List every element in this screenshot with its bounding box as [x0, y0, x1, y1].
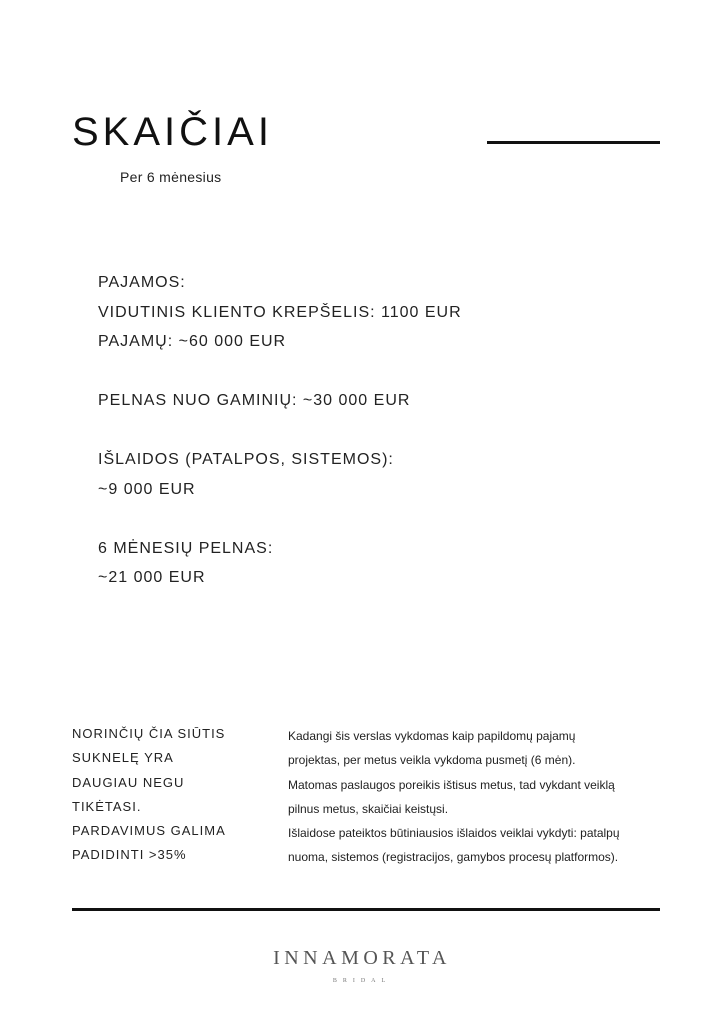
demand-note-line: NORINČIŲ ČIA SIŪTIS	[72, 726, 226, 741]
revenue-value: PAJAMŲ: ~60 000 EUR	[98, 333, 287, 350]
avg-basket: VIDUTINIS KLIENTO KREPŠELIS: 1100 EUR	[98, 303, 462, 321]
page-title: SKAIČIAI	[72, 110, 273, 154]
logo-name: INNAMORATA	[273, 947, 451, 969]
brand-logo	[0, 948, 724, 984]
title-divider	[487, 141, 660, 144]
explanation-line: Matomas paslaugos poreikis ištisus metus, tad vykdant veiklą	[288, 777, 615, 792]
explanation-line: Išlaidose pateiktos būtiniausios išlaidos veiklai vykdyti: patalpų	[288, 826, 620, 841]
product-profit: PELNAS NUO GAMINIŲ: ~30 000 EUR	[98, 392, 411, 409]
figures-block	[98, 268, 462, 593]
explanation-line: pilnus metus, skaičiai keistųsi.	[288, 801, 449, 816]
footer-divider	[72, 908, 660, 911]
profit-heading: 6 MĖNESIŲ PELNAS:	[98, 539, 274, 557]
spacer	[98, 504, 462, 534]
demand-note-line: SUKNELĘ YRA	[72, 750, 174, 766]
demand-note-line: DAUGIAU NEGU	[72, 774, 185, 790]
explanation-line: Kadangi šis verslas vykdomas kaip papildomų pajamų	[288, 729, 576, 743]
revenue-heading: PAJAMOS:	[98, 274, 186, 291]
logo-tagline: BRIDAL	[332, 978, 392, 984]
demand-note-line: TIKĖTASI.	[72, 798, 142, 814]
profit-value: ~21 000 EUR	[98, 569, 206, 586]
demand-note-line: PADIDINTI >35%	[72, 847, 187, 863]
spacer	[98, 357, 462, 387]
page-subtitle: Per 6 mėnesius	[120, 169, 222, 185]
expenses-heading: IŠLAIDOS (PATALPOS, SISTEMOS):	[98, 451, 394, 468]
demand-note	[72, 722, 272, 868]
explanation-note	[288, 724, 688, 870]
expenses-value: ~9 000 EUR	[98, 480, 196, 498]
explanation-line: nuoma, sistemos (registracijos, gamybos procesų platformos).	[288, 850, 619, 865]
spacer	[98, 416, 462, 446]
explanation-line: projektas, per metus veikla vykdoma pusmetį (6 mėn).	[288, 753, 576, 768]
demand-note-line: PARDAVIMUS GALIMA	[72, 823, 226, 839]
